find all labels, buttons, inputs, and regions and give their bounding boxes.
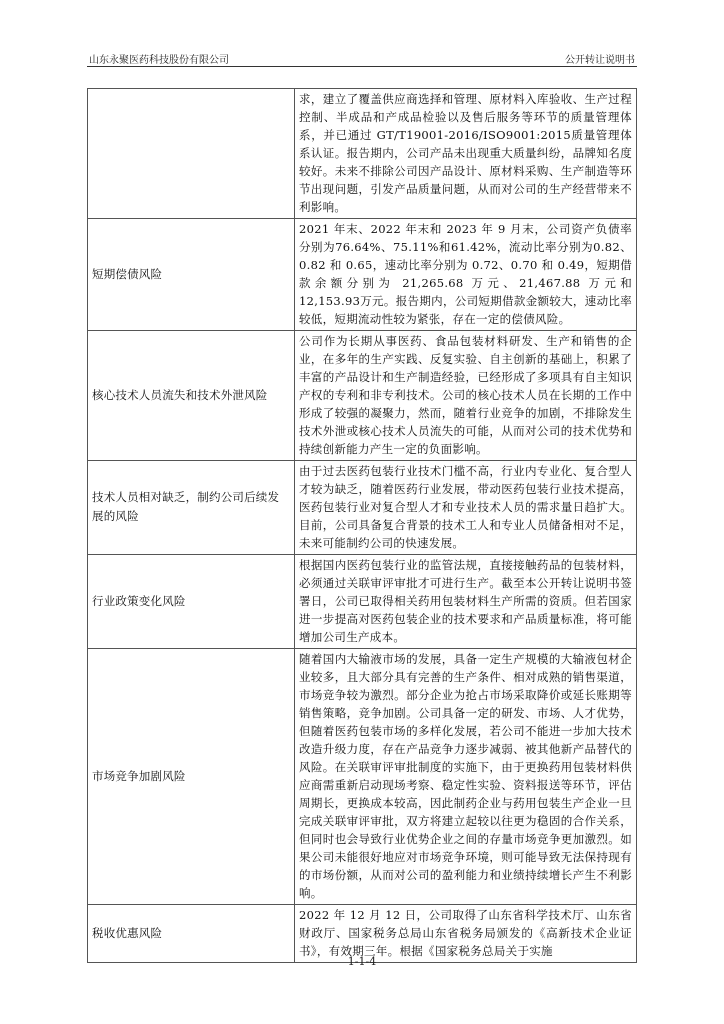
risk-description: 由于过去医药包装行业技术门槛不高，行业内专业化、复合型人才较为缺乏，随着医药行业发展，带动医药包装行业技术提高，医药包装行业对复合型人才和专业技术人员的需求量日趋扩大。目前，公司具备复合背景的技术工人和专业人员储备相对不足，未来可能制约公司的快速发展。	[295, 461, 637, 555]
risk-description: 求，建立了覆盖供应商选择和管理、原材料入库验收、生产过程控制、半成品和产成品检验以及售后服务等环节的质量管理体系，并已通过 GT/T19001-2016/ISO9001:2015质量管理体系认证。报告期内，公司产品未出现重大质量纠纷，品牌知名度较好。未来不排除公司因产品设计、原材料采购、生产制造等环节出现问题，引发产品质量问题，从而对公司的生产经营带来不利影响。	[295, 89, 637, 219]
risk-name: 核心技术人员流失和技术外泄风险	[88, 331, 295, 461]
table-row	[88, 555, 637, 649]
risk-description: 公司作为长期从事医药、食品包装材料研发、生产和销售的企业，在多年的生产实践、反复实验、自主创新的基础上，积累了丰富的产品设计和生产制造经验，已经形成了多项具有自主知识产权的专利和非专利技术。公司的核心技术人员在长期的工作中形成了较强的凝聚力，然而，随着行业竞争的加剧，不排除发生技术外泄或核心技术人员流失的可能，从而对公司的技术优势和持续创新能力产生一定的负面影响。	[295, 331, 637, 461]
risk-name	[88, 89, 295, 219]
risk-name: 税收优惠风险	[88, 905, 295, 963]
page-number: 1-1-4	[347, 955, 377, 968]
risk-description: 2022 年 12 月 12 日，公司取得了山东省科学技术厅、山东省财政厅、国家税务总局山东省税务局颁发的《高新技术企业证书》，有效期三年。根据《国家税务总局关于实施	[295, 905, 637, 963]
table-row	[88, 331, 637, 461]
table-row	[88, 219, 637, 331]
risk-description: 根据国内医药包装行业的监管法规，直接接触药品的包装材料，必须通过关联审评审批才可进行生产。截至本公开转让说明书签署日，公司已取得相关药用包装材料生产所需的资质。但若国家进一步提高对医药包装企业的技术要求和产品质量标准，将可能增加公司生产成本。	[295, 555, 637, 649]
document-type: 公开转让说明书	[565, 55, 635, 66]
risk-description: 随着国内大输液市场的发展，具备一定生产规模的大输液包材企业较多，且大部分具有完善的生产条件、相对成熟的销售渠道，市场竞争较为激烈。部分企业为抢占市场采取降价或延长账期等销售策略，竞争加剧。公司具备一定的研发、市场、人才优势，但随着医药包装市场的多样化发展，若公司不能进一步加大技术改造升级力度，存在产品竞争力逐步减弱、被其他新产品替代的风险。在关联审评审批制度的实施下，由于更换药用包装材料供应商需重新启动现场考察、稳定性实验、资料报送等环节，评估周期长，更换成本较高，因此制药企业与药用包装生产企业一旦完成关联审评审批，双方将建立起较以往更为稳固的合作关系，但同时也会导致行业优势企业之间的存量市场竞争更加激烈。如果公司未能很好地应对市场竞争环境，则可能导致无法保持现有的市场份额，从而对公司的盈利能力和业绩持续增长产生不利影响。	[295, 649, 637, 905]
risk-description: 2021 年末、2022 年末和 2023 年 9 月末，公司资产负债率分别为76.64%、75.11%和61.42%，流动比率分别为0.82、0.82 和 0.65，速动比率分别为 0.72、0.70 和 0.49，短期借款余额分别为 21,265.68 万元、21,467.88 万元和 12,153.93万元。报告期内，公司短期借款金额较大，速动比率较低，短期流动性较为紧张，存在一定的偿债风险。	[295, 219, 637, 331]
table-row	[88, 905, 637, 963]
risk-name: 技术人员相对缺乏，制约公司后续发展的风险	[88, 461, 295, 555]
page-header	[87, 50, 637, 67]
table-row	[88, 89, 637, 219]
risk-name: 市场竞争加剧风险	[88, 649, 295, 905]
risk-name: 行业政策变化风险	[88, 555, 295, 649]
risk-name: 短期偿债风险	[88, 219, 295, 331]
company-name: 山东永聚医药科技股份有限公司	[89, 55, 229, 66]
table-row	[88, 461, 637, 555]
risk-table	[87, 88, 637, 963]
table-row	[88, 649, 637, 905]
